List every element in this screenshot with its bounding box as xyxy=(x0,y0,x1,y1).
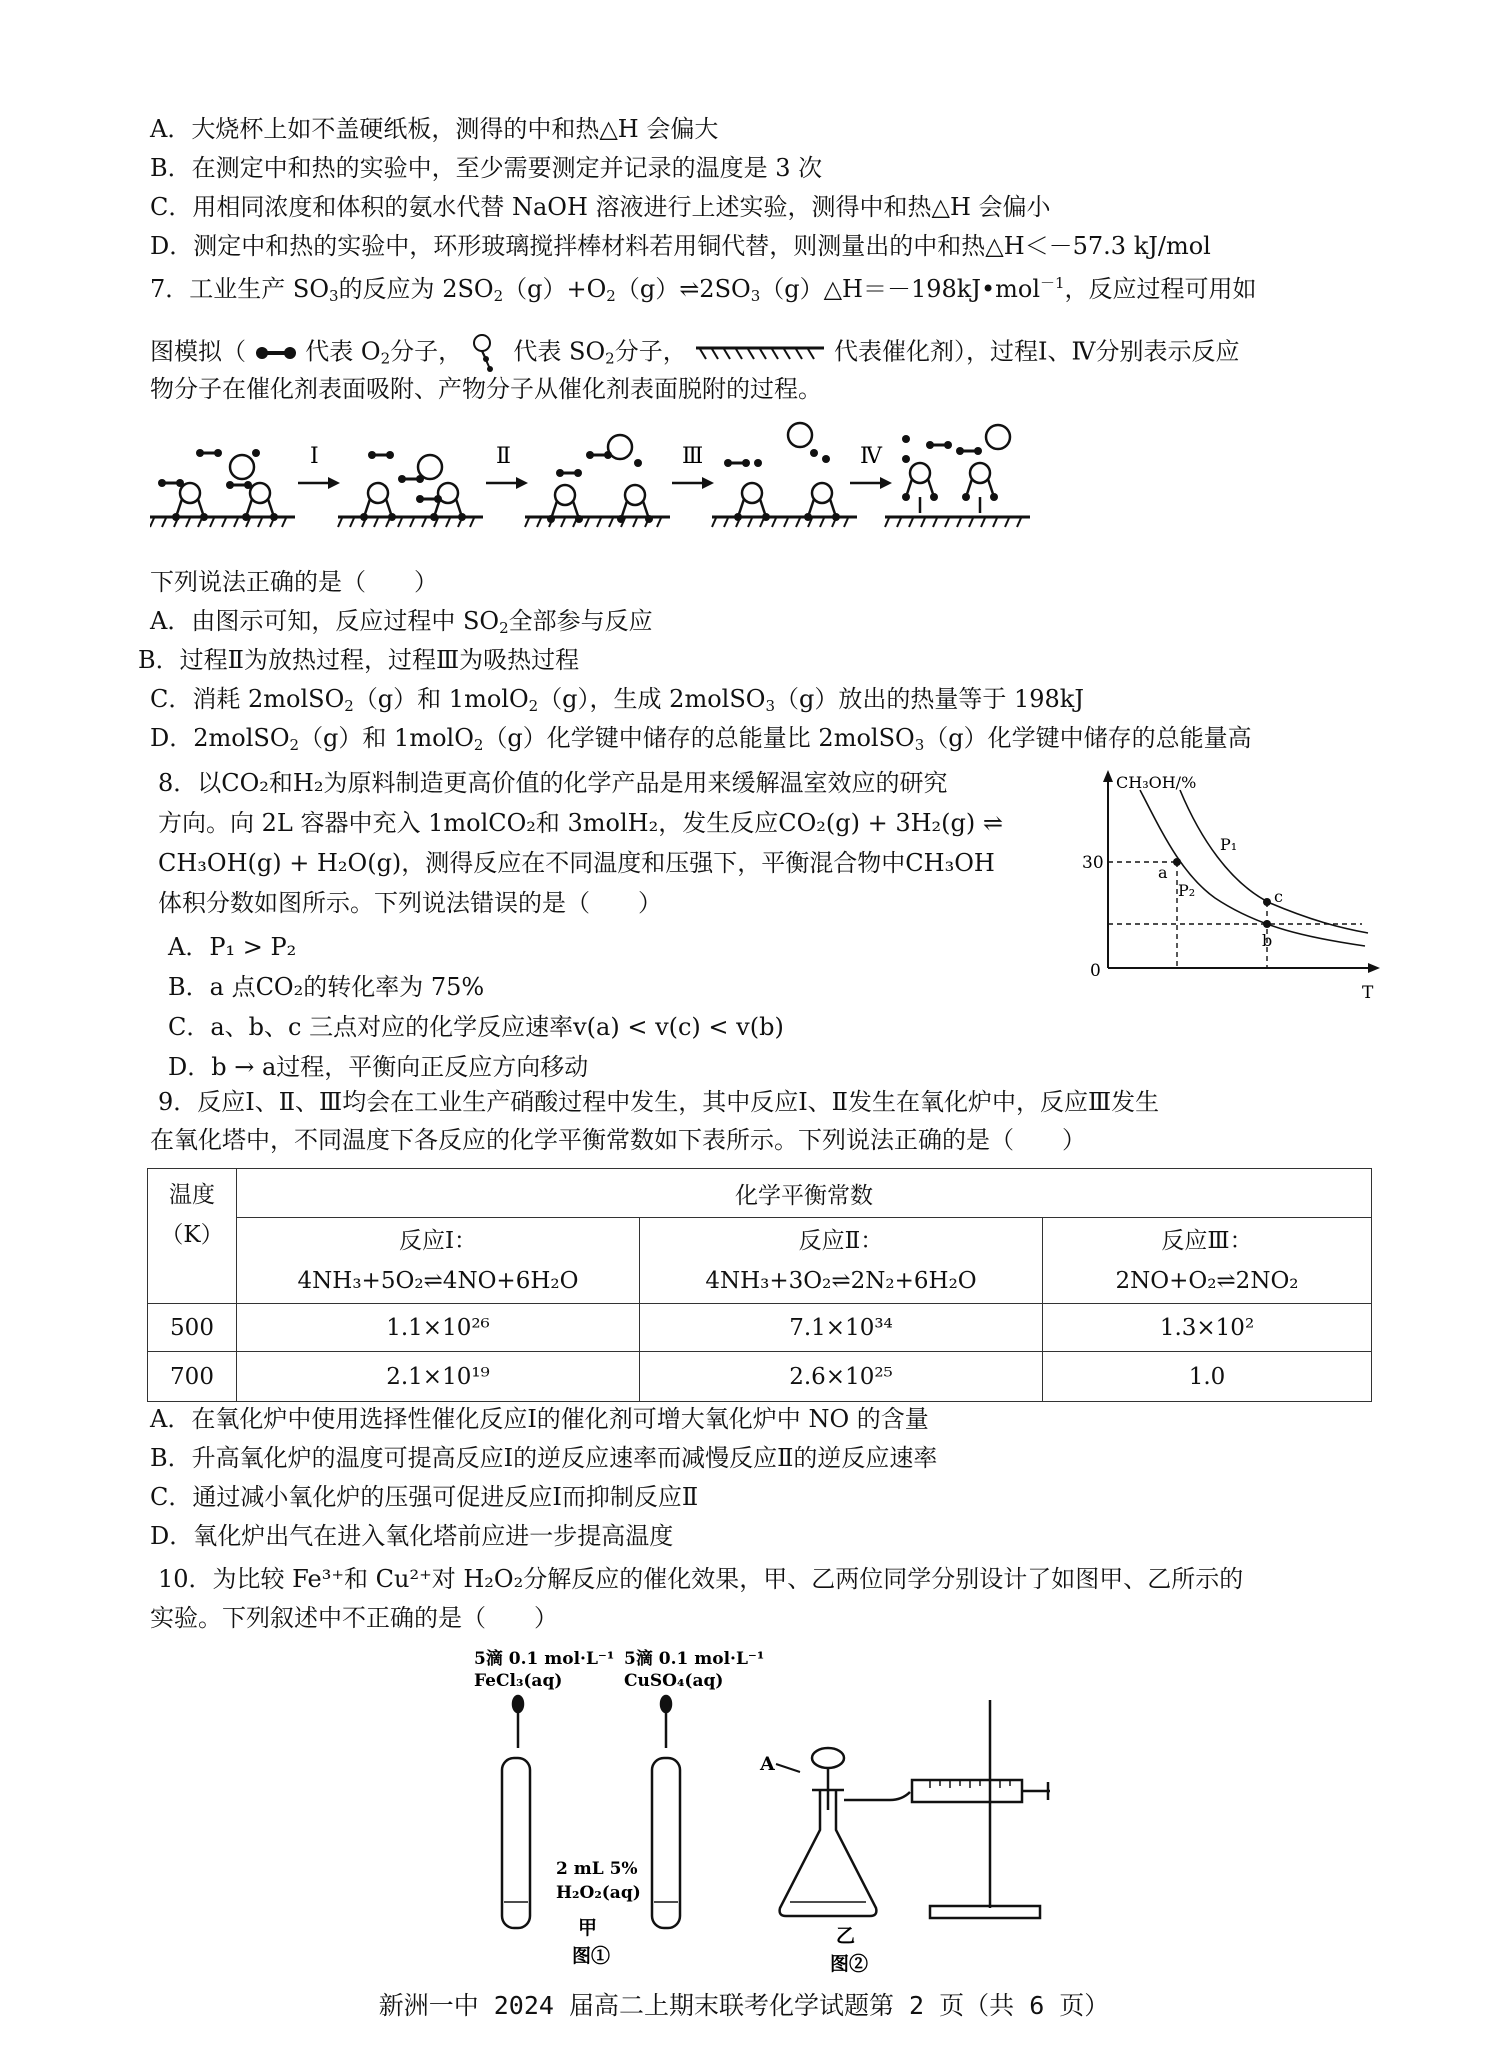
fig2-label-a: A xyxy=(760,1753,775,1775)
experiment-figure xyxy=(460,1640,1060,1985)
y-tick-label: 30 xyxy=(1082,853,1104,873)
fig2-name: 乙 xyxy=(836,1925,856,1947)
fig1-caption: 图① xyxy=(572,1945,611,1967)
table-cell: 2.1×10¹⁹ xyxy=(237,1352,640,1402)
q10-stem-line1: 10．为比较 Fe³⁺和 Cu²⁺对 H₂O₂分解反应的催化效果，甲、乙两位同学分别设计了如图甲、乙所示的 xyxy=(158,1565,1244,1593)
p2-curve xyxy=(1140,790,1365,946)
fig1-solution: H₂O₂(aq) xyxy=(556,1883,641,1903)
q8-stem-line2: 方向。向 2L 容器中充入 1molCO₂和 3molH₂，发生反应CO₂(g) + 3H₂(g) ⇌ xyxy=(158,809,1004,837)
point-b xyxy=(1263,920,1271,928)
fig2-caption: 图② xyxy=(830,1953,869,1975)
table-cell: 500 xyxy=(148,1304,237,1352)
p1-curve xyxy=(1180,790,1368,933)
fig1-drop1-conc: 5滴 0.1 mol·L⁻¹ xyxy=(474,1649,615,1669)
q6-option-b: B．在测定中和热的实验中，至少需要测定并记录的温度是 3 次 xyxy=(150,154,823,182)
q9-stem-line1: 9．反应Ⅰ、Ⅱ、Ⅲ均会在工业生产硝酸过程中发生，其中反应Ⅰ、Ⅱ发生在氧化炉中，反应Ⅲ发生 xyxy=(158,1088,1160,1116)
q9-option-a: A．在氧化炉中使用选择性催化反应Ⅰ的催化剂可增大氧化炉中 NO 的含量 xyxy=(150,1405,929,1433)
o2-molecule-icon xyxy=(254,343,298,363)
table-cell: 7.1×10³⁴ xyxy=(640,1304,1043,1352)
q7-stem-line1: 7．工业生产 $SO_3$的反应为 $2SO_2(g)+O_2(g)\rightleftharpoons 2SO_3(g)\triangle H=-198kJ•mol^{-1}$，反应过程可用如 xyxy=(150,274,1257,305)
equilibrium-constant-table xyxy=(147,1168,1372,1402)
point-b-label: b xyxy=(1262,931,1273,950)
table-row xyxy=(148,1352,1372,1402)
step-label: Ⅰ xyxy=(310,444,319,469)
q10-stem-line2: 实验。下列叙述中不正确的是（ ） xyxy=(150,1604,558,1632)
point-c-label: c xyxy=(1274,887,1283,906)
q7-stem-line3: 物分子在催化剂表面吸附、产物分子从催化剂表面脱附的过程。 xyxy=(150,375,822,403)
q8-stem-line3: CH₃OH(g) + H₂O(g)，测得反应在不同温度和压强下，平衡混合物中CH₃OH xyxy=(158,849,995,877)
x-axis-label: T xyxy=(1362,983,1374,1003)
q7-option-a: A．由图示可知，反应过程中 $SO_2$全部参与反应 xyxy=(150,607,653,637)
series-label-p1: P₁ xyxy=(1220,835,1238,854)
table-cell: 1.0 xyxy=(1043,1352,1372,1402)
q8-option-a: A．P₁ > P₂ xyxy=(168,933,297,961)
q8-stem-line1: 8．以CO₂和H₂为原料制造更高价值的化学产品是用来缓解温室效应的研究 xyxy=(158,769,948,797)
point-a xyxy=(1173,858,1181,866)
q9-option-b: B．升高氧化炉的温度可提高反应Ⅰ的逆反应速率而减慢反应Ⅱ的逆反应速率 xyxy=(150,1444,938,1472)
q8-option-b: B．a 点CO₂的转化率为 75% xyxy=(168,973,485,1001)
ch3oh-chart xyxy=(1070,768,1390,1008)
q7-option-d: D．2molSO$_2$（g）和 1molO$_2$（g）化学键中储存的总能量比 2molSO$_3$（g）化学键中储存的总能量高 xyxy=(150,724,1252,754)
q8-stem-line4: 体积分数如图所示。下列说法错误的是（ ） xyxy=(158,889,662,917)
fig1-drop1-reagent: FeCl₃(aq) xyxy=(474,1671,563,1691)
q6-option-c: C．用相同浓度和体积的氨水代替 NaOH 溶液进行上述实验，测得中和热△H 会偏小 xyxy=(150,193,1051,221)
fig1-volume: 2 mL 5% xyxy=(556,1859,638,1879)
step-label: Ⅱ xyxy=(496,444,511,469)
y-tick-label: 0 xyxy=(1090,961,1101,981)
q6-option-d: D．测定中和热的实验中，环形玻璃搅拌棒材料若用铜代替，则测量出的中和热△H＜－57.3 kJ/mol xyxy=(150,232,1211,260)
q6-option-a: A．大烧杯上如不盖硬纸板，测得的中和热△H 会偏大 xyxy=(150,115,719,143)
fig1-name: 甲 xyxy=(578,1917,598,1939)
point-c xyxy=(1263,898,1271,906)
reaction-2-header: 反应Ⅱ： 4NH₃+3O₂⇌2N₂+6H₂O xyxy=(640,1218,1043,1304)
k-header: 化学平衡常数 xyxy=(237,1169,1372,1218)
temp-header: 温度（K） xyxy=(148,1169,237,1304)
q9-option-d: D．氧化炉出气在进入氧化塔前应进一步提高温度 xyxy=(150,1522,674,1550)
table-cell: 1.1×10²⁶ xyxy=(237,1304,640,1352)
so2-molecule-icon xyxy=(470,333,506,373)
fig1-drop2-reagent: CuSO₄(aq) xyxy=(624,1671,724,1691)
q9-stem-line2: 在氧化塔中，不同温度下各反应的化学平衡常数如下表所示。下列说法正确的是（ ） xyxy=(150,1126,1086,1154)
step-label: Ⅲ xyxy=(682,444,704,469)
point-a-label: a xyxy=(1158,863,1168,882)
q7-question: 下列说法正确的是（ ） xyxy=(150,568,438,596)
series-label-p2: P₂ xyxy=(1178,881,1196,900)
page-footer: 新洲一中 2024 届高二上期末联考化学试题第 2 页（共 6 页） xyxy=(378,1991,1110,2020)
table-row xyxy=(148,1304,1372,1352)
q7-stem-line2: 图模拟（ 代表 $O_2$分子， 代表 $SO_2$分子， 代表催化剂），过程Ⅰ、Ⅳ分别表示反应 xyxy=(150,333,1239,373)
fig1-drop2-conc: 5滴 0.1 mol·L⁻¹ xyxy=(624,1649,765,1669)
table-cell: 2.6×10²⁵ xyxy=(640,1352,1043,1402)
q8-option-c: C．a、b、c 三点对应的化学反应速率v(a) < v(c) < v(b) xyxy=(168,1013,784,1041)
y-axis-label: CH₃OH/% xyxy=(1116,773,1197,792)
catalyst-icon xyxy=(694,343,826,363)
reaction-process-figure xyxy=(150,415,1030,545)
table-cell: 700 xyxy=(148,1352,237,1402)
step-label: Ⅳ xyxy=(860,444,882,469)
table-cell: 1.3×10² xyxy=(1043,1304,1372,1352)
q7-option-c: C．消耗 2molSO$_2$（g）和 1molO$_2$（g），生成 2molSO$_3$（g）放出的热量等于 198kJ xyxy=(150,685,1084,715)
reaction-1-header: 反应Ⅰ： 4NH₃+5O₂⇌4NO+6H₂O xyxy=(237,1218,640,1304)
q7-option-b: B．过程Ⅱ为放热过程，过程Ⅲ为吸热过程 xyxy=(138,646,580,674)
q9-option-c: C．通过减小氧化炉的压强可促进反应Ⅰ而抑制反应Ⅱ xyxy=(150,1483,699,1511)
reaction-3-header: 反应Ⅲ： 2NO+O₂⇌2NO₂ xyxy=(1043,1218,1372,1304)
q8-option-d: D．b → a过程，平衡向正反应方向移动 xyxy=(168,1053,589,1081)
